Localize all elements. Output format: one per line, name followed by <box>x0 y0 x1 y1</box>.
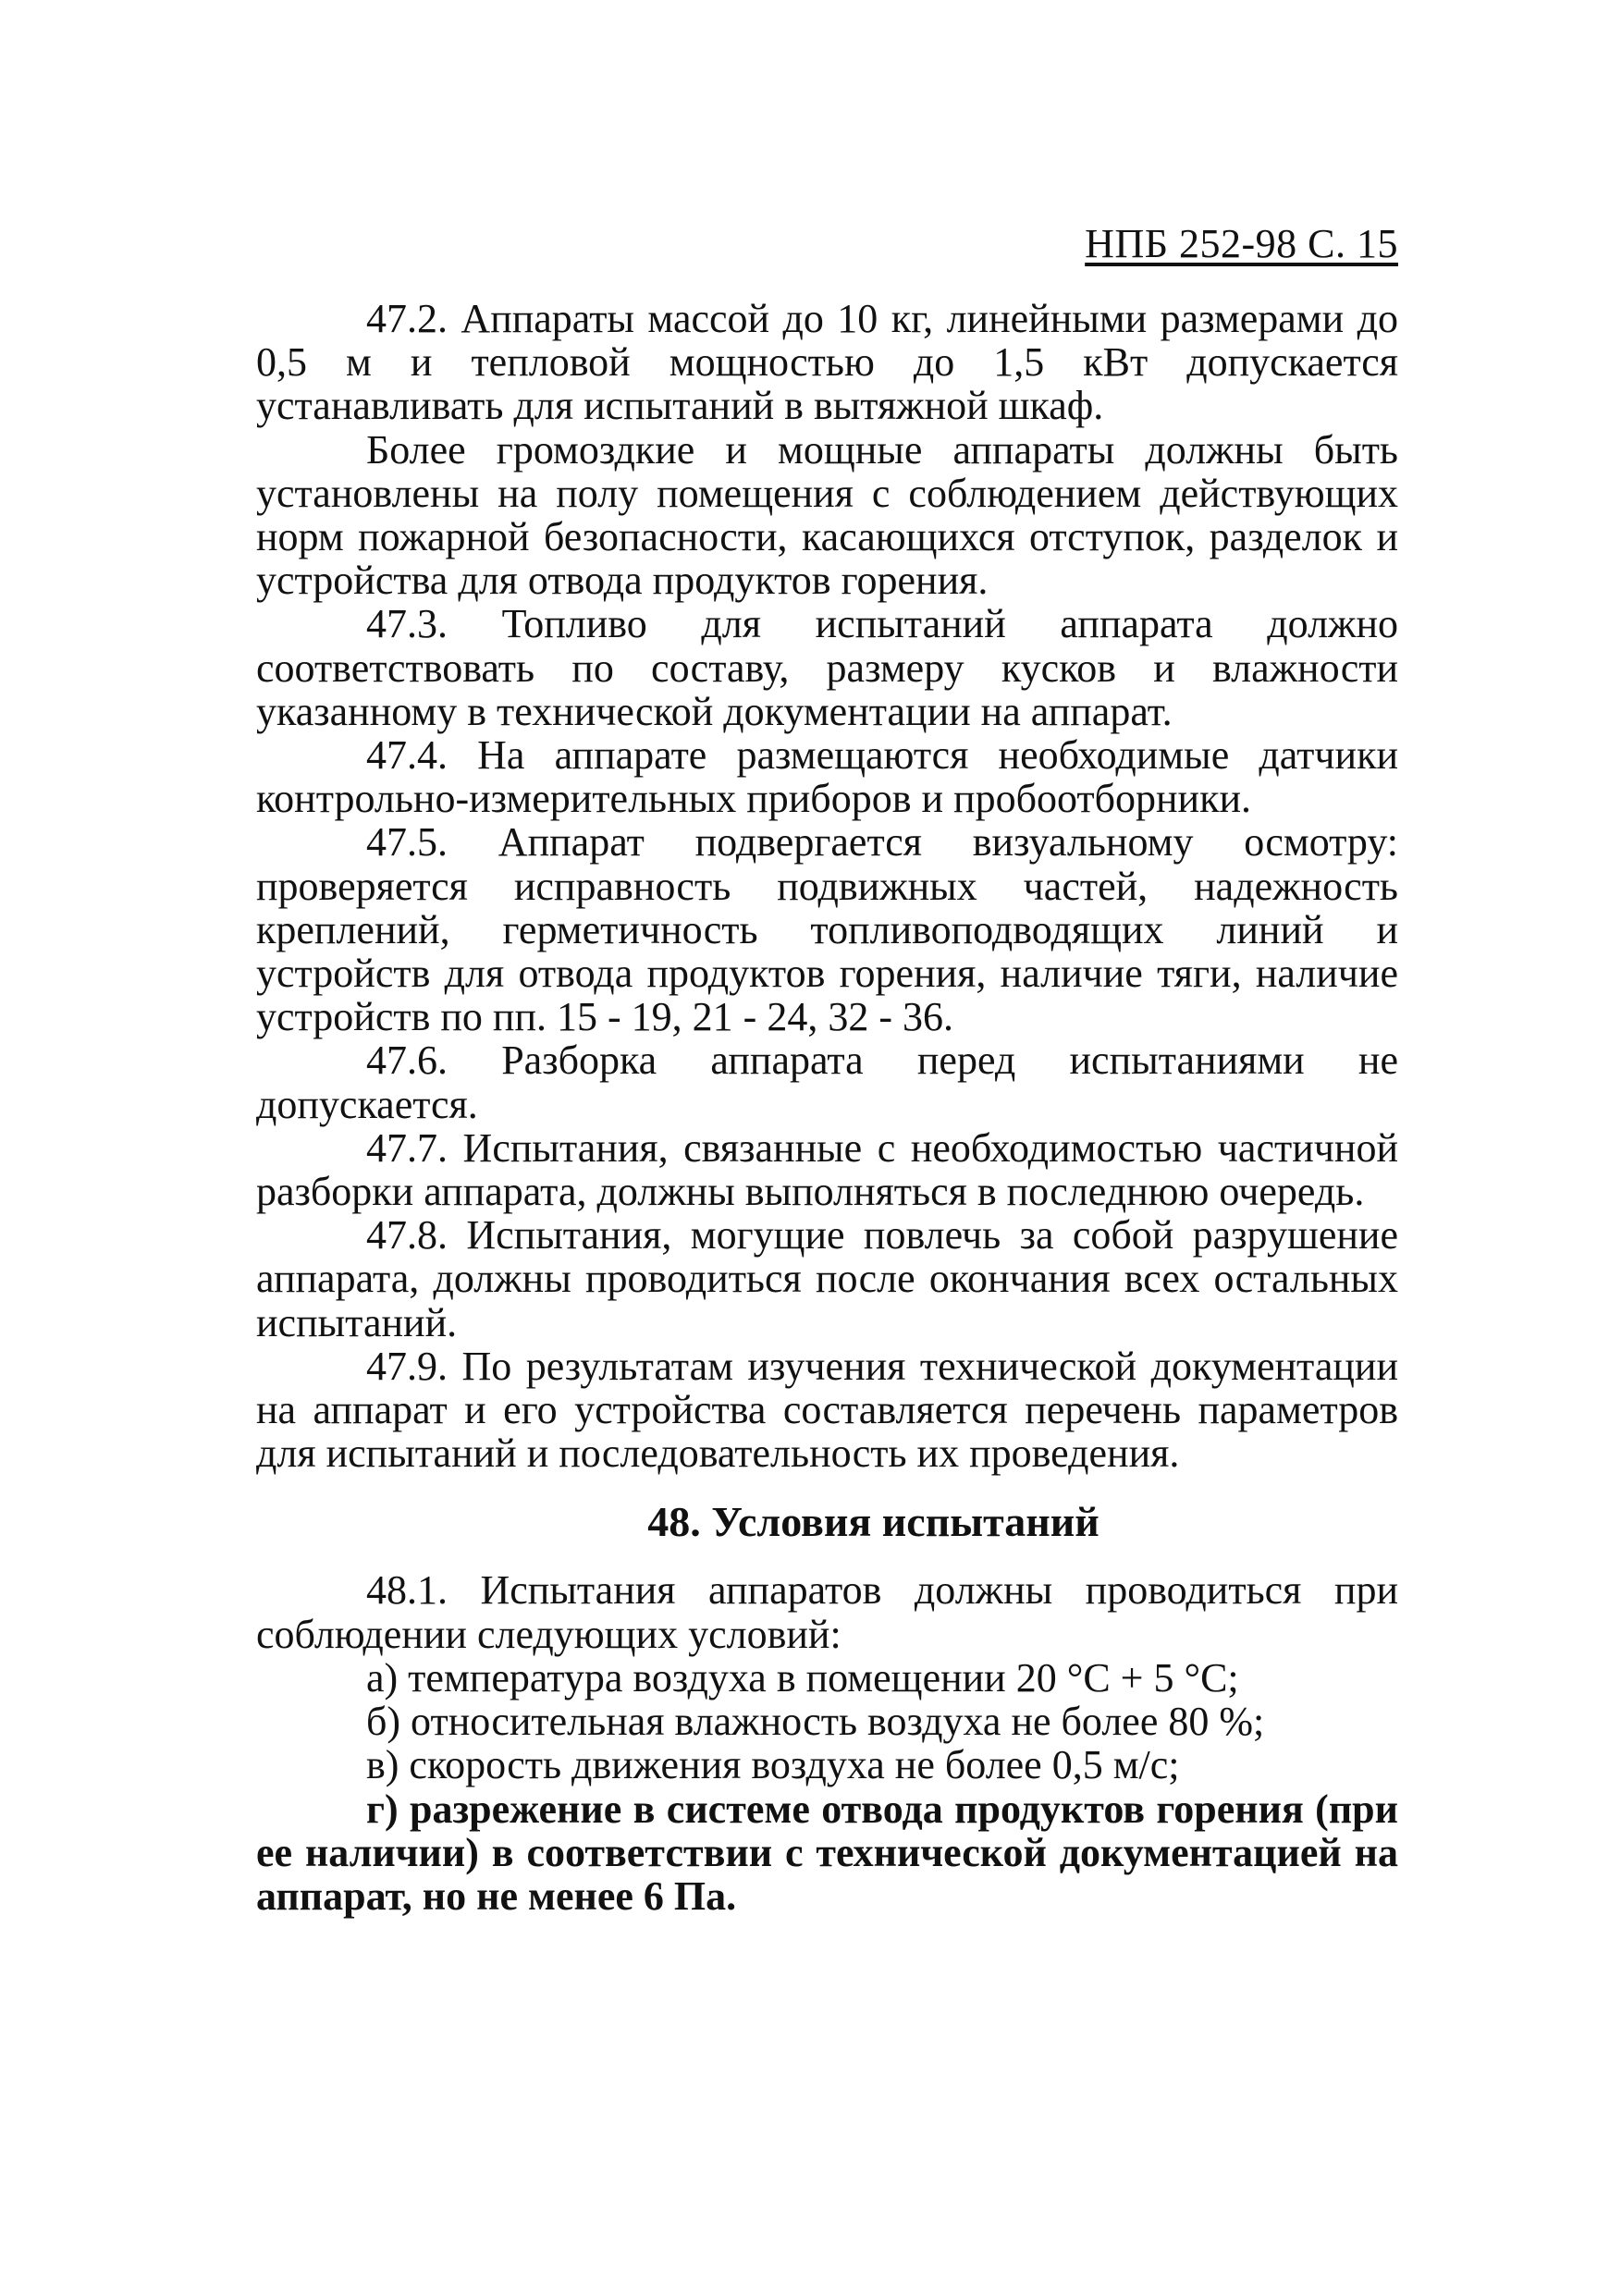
section-title: 48. Условия испытаний <box>647 1498 1099 1546</box>
condition-item-a: а) температура воздуха в помещении 20 °С + 5 °С; <box>366 1654 1239 1701</box>
paragraph-47-9: 47.9. По результатам изучения технической документации на аппарат и его устройства составляется перечень параметров для испытаний и последовательность их проведения. <box>256 1343 1398 1477</box>
condition-item-b: б) относительная влажность воздуха не более 80 %; <box>366 1699 1265 1745</box>
page-header: НПБ 252-98 С. 15 <box>1085 221 1398 266</box>
paragraph-47-4: 47.4. На аппарате размещаются необходимые датчики контрольно-измерительных приборов и пробоотборники. <box>256 732 1398 822</box>
paragraph-47-5: 47.5. Аппарат подвергается визуальному осмотру: проверяется исправность подвижных частей, надежность креплений, герметичность топливоподводящих линий и устройств для отвода продуктов горения, наличие тяги, наличие устройств по пп. 15 - 19, 21 - 24, 32 - 36. <box>256 819 1398 1040</box>
paragraph-47-2-continued: Более громоздкие и мощные аппараты должны быть установлены на полу помещения с соблюдением действующих норм пожарной безопасности, касающихся отступок, разделок и устройства для отвода продуктов горения. <box>256 426 1398 604</box>
paragraph-47-2: 47.2. Аппараты массой до 10 кг, линейными размерами до 0,5 м и тепловой мощностью до 1,5 кВт допускается устанавливать для испытаний в вытяжной шкаф. <box>256 296 1398 429</box>
paragraph-47-8: 47.8. Испытания, могущие повлечь за собой разрушение аппарата, должны проводиться после окончания всех остальных испытаний. <box>256 1212 1398 1345</box>
paragraph-48-1: 48.1. Испытания аппаратов должны проводиться при соблюдении следующих условий: <box>256 1567 1398 1657</box>
paragraph-47-6: 47.6. Разборка аппарата перед испытаниями не допускается. <box>256 1037 1398 1127</box>
condition-item-d: г) разрежение в системе отвода продуктов горения (при ее наличии) в соответствии с технической документацией на аппарат, но не менее 6 Па. <box>256 1786 1398 1919</box>
paragraph-47-3: 47.3. Топливо для испытаний аппарата должно соответствовать по составу, размеру кусков и влажности указанному в технической документации на аппарат. <box>256 601 1398 734</box>
condition-item-c: в) скорость движения воздуха не более 0,5 м/с; <box>366 1742 1180 1788</box>
paragraph-47-7: 47.7. Испытания, связанные с необходимостью частичной разборки аппарата, должны выполняться в последнюю очередь. <box>256 1124 1398 1215</box>
document-body <box>256 297 1398 1918</box>
